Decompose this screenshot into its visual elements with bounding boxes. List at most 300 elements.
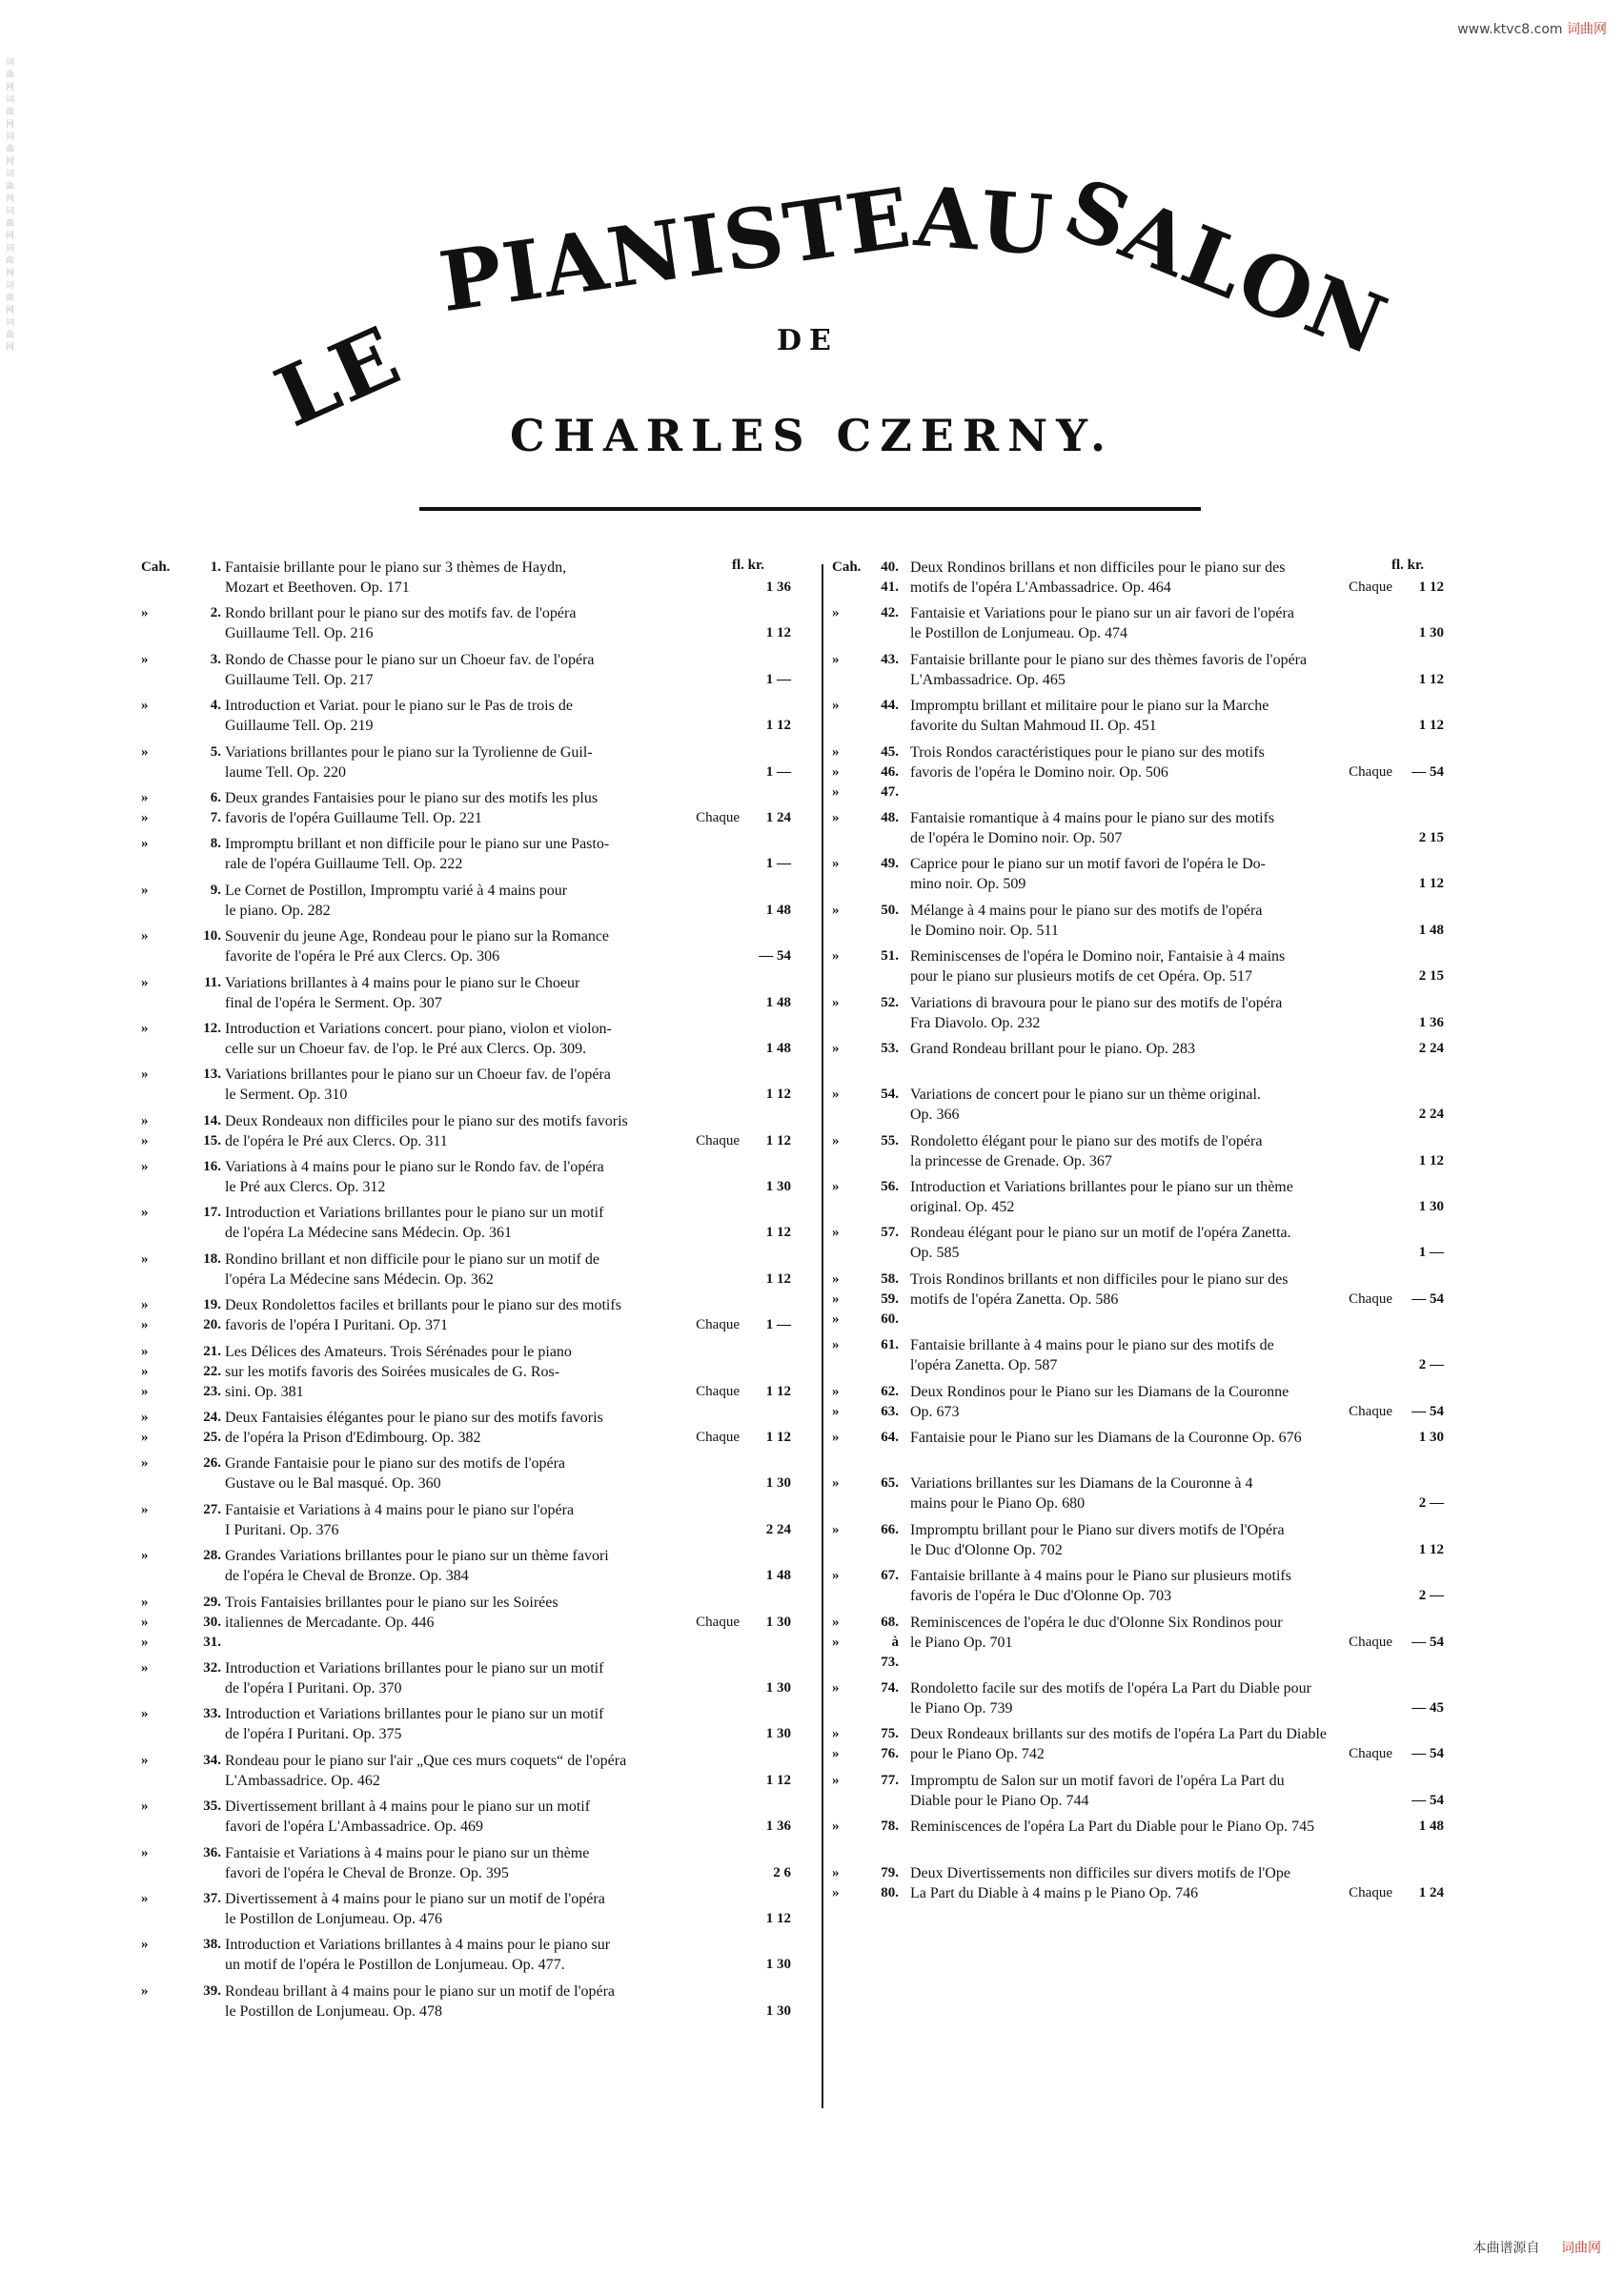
entry-price: — 54 xyxy=(1411,763,1444,780)
catalogue-entry xyxy=(834,1335,1444,1380)
entry-title: Deux grandes Fantaisies pour le piano sur des motifs les plus favoris de l'opéra Guillaume Tell. Op. 221 xyxy=(225,789,599,826)
entry-title: Rondoletto élégant pour le piano sur des motifs de l'opéra la princesse de Grenade. Op. 367 xyxy=(910,1132,1263,1169)
entry-price: 1 12 xyxy=(765,1772,791,1788)
entry-price: 1 — xyxy=(765,1317,791,1333)
catalogue-entry xyxy=(143,1797,791,1841)
catalogue-entry xyxy=(834,1177,1444,1222)
catalogue-entry xyxy=(143,1500,791,1545)
entry-price: 1 12 xyxy=(765,1910,791,1926)
entry-title: Rondeau pour le piano sur l'air „Que ces murs coquets“ de l'opéra L'Ambassadrice. Op. 462 xyxy=(225,1752,627,1789)
entry-number: 27. xyxy=(203,1501,221,1517)
entry-cahier-mark: » xyxy=(141,1067,149,1083)
entry-title: Deux Rondinos pour le Piano sur les Diamans de la Couronne Op. 673 xyxy=(910,1383,1289,1420)
catalogue-entry xyxy=(143,1658,791,1703)
entry-title: Divertissement à 4 mains pour le piano sur un motif de l'opéra le Postillon de Lonjumeau. Op. 476 xyxy=(225,1890,605,1927)
entry-price: 2 6 xyxy=(773,1864,791,1880)
entry-cahier-mark: Cah. xyxy=(832,559,862,575)
entry-number: 29. 30. 31. xyxy=(203,1594,221,1650)
catalogue-entry xyxy=(834,993,1444,1038)
entry-price: — 54 xyxy=(759,948,791,965)
entry-number: 49. xyxy=(881,856,899,872)
entry-price: 1 12 xyxy=(1418,876,1444,892)
entry-price: — 54 xyxy=(1411,1403,1444,1419)
entry-price: 1 48 xyxy=(765,1568,791,1584)
entry-price: 1 12 xyxy=(1418,1152,1444,1168)
site-url[interactable]: www.ktvc8.com xyxy=(1457,22,1563,37)
catalogue-entry xyxy=(834,1085,1444,1129)
left-column xyxy=(143,558,791,2027)
entry-number: 28. xyxy=(203,1548,221,1564)
entry-number: 24. 25. xyxy=(203,1410,221,1446)
entry-title: Trois Rondinos brillants et non difficiles pour le piano sur des motifs de l'opéra Zanetta. Op. 586 xyxy=(910,1270,1289,1308)
title-word-salon: SALON xyxy=(1051,159,1400,376)
catalogue-entry xyxy=(143,1342,791,1407)
catalogue-entry xyxy=(143,742,791,787)
entry-title: Rondoletto facile sur des motifs de l'opéra La Part du Diable pour le Piano Op. 739 xyxy=(910,1679,1311,1717)
entry-cahier-mark: » xyxy=(832,1679,840,1696)
entry-title: Fantaisie brillante à 4 mains pour le Piano sur plusieurs motifs favoris de l'opéra le Duc d'Olonne Op. 703 xyxy=(910,1568,1291,1605)
entry-title: Le Cornet de Postillon, Impromptu varié à 4 mains pour le piano. Op. 282 xyxy=(225,882,568,919)
entry-chaque-label: Chaque xyxy=(1349,1634,1392,1650)
catalogue-entry xyxy=(143,650,791,695)
entry-number: 35. xyxy=(203,1798,221,1815)
entry-number: 44. xyxy=(881,698,899,714)
entry-price: 1 12 xyxy=(765,625,791,641)
catalogue-entry xyxy=(834,1566,1444,1611)
footer xyxy=(1473,2238,1601,2257)
entry-price: 1 12 xyxy=(765,718,791,734)
entry-chaque-label: Chaque xyxy=(696,1317,740,1333)
catalogue-entry xyxy=(834,1428,1444,1473)
entry-number: 12. xyxy=(203,1020,221,1036)
entry-cahier-mark: » xyxy=(141,882,149,898)
entry-number: 75. 76. xyxy=(881,1726,899,1762)
catalogue-entry xyxy=(834,1613,1444,1677)
entry-price: 1 12 xyxy=(1418,718,1444,734)
entry-cahier-mark: » xyxy=(141,836,149,852)
entry-price: 1 12 xyxy=(765,1430,791,1446)
entry-price: 1 36 xyxy=(765,1819,791,1835)
catalogue-entry xyxy=(143,558,791,602)
entry-cahier-mark: » » » xyxy=(141,1343,149,1399)
entry-number: 68. à 73. xyxy=(881,1614,899,1670)
entry-title: Introduction et Variations brillantes pour le piano sur un motif de l'opéra I Puritani. Op. 370 xyxy=(225,1659,604,1697)
price-header: fl. kr. xyxy=(1391,558,1425,573)
entry-price: 1 12 xyxy=(1418,1541,1444,1557)
entry-cahier-mark: » xyxy=(141,974,149,990)
entry-title: Rondeau élégant pour le piano sur un motif de l'opéra Zanetta. Op. 585 xyxy=(910,1225,1291,1262)
entry-price: 1 30 xyxy=(765,1957,791,1973)
entry-cahier-mark: » xyxy=(832,1819,840,1835)
entry-title: Caprice pour le piano sur un motif favori de l'opéra le Do- mino noir. Op. 509 xyxy=(910,856,1266,893)
entry-price: 2 — xyxy=(1418,1495,1444,1512)
title-word-au: AU xyxy=(911,169,1058,274)
entry-number: 18. xyxy=(203,1250,221,1267)
entry-title: Grandes Variations brillantes pour le piano sur un thème favori de l'opéra le Cheval de Bronze. Op. 384 xyxy=(225,1548,609,1585)
entry-title: Rondo brillant pour le piano sur des motifs fav. de l'opéra Guillaume Tell. Op. 216 xyxy=(225,605,577,642)
column-divider xyxy=(822,564,823,2108)
entry-cahier-mark: » xyxy=(141,698,149,714)
entry-number: 37. xyxy=(203,1890,221,1906)
entry-cahier-mark: » xyxy=(832,994,840,1010)
entry-number: 34. xyxy=(203,1752,221,1768)
entry-cahier-mark: » xyxy=(141,743,149,760)
entry-price: 1 12 xyxy=(1418,671,1444,687)
entry-number: 64. xyxy=(881,1430,899,1446)
entry-price: 1 30 xyxy=(1418,1430,1444,1446)
catalogue-entry xyxy=(143,1111,791,1156)
entry-price: 1 30 xyxy=(765,1475,791,1492)
entry-number: 62. 63. xyxy=(881,1383,899,1419)
entry-cahier-mark: » xyxy=(832,1225,840,1241)
footer-source: 本曲谱源自 xyxy=(1472,2241,1540,2256)
entry-cahier-mark: » xyxy=(832,948,840,965)
catalogue-entry xyxy=(834,808,1444,853)
entry-cahier-mark: » » » xyxy=(832,743,840,800)
entry-price: 1 12 xyxy=(765,1270,791,1287)
entry-number: 19. 20. xyxy=(203,1297,221,1333)
entry-price: 1 — xyxy=(765,671,791,687)
entry-number: 32. xyxy=(203,1659,221,1676)
entry-number: 67. xyxy=(881,1568,899,1584)
entry-number: 45. 46. 47. xyxy=(881,743,899,800)
entry-price: 1 24 xyxy=(1418,1884,1444,1900)
entry-number: 51. xyxy=(881,948,899,965)
entry-price: 1 36 xyxy=(1418,1014,1444,1030)
entry-title: Introduction et Variat. pour le piano sur le Pas de trois de Guillaume Tell. Op. 219 xyxy=(225,698,573,735)
entry-number: 17. xyxy=(203,1205,221,1221)
catalogue-entry xyxy=(143,1889,791,1934)
catalogue-entry xyxy=(834,1520,1444,1565)
entry-cahier-mark: » xyxy=(141,1250,149,1267)
entry-cahier-mark: » xyxy=(141,1501,149,1517)
entry-title: Fantaisie romantique à 4 mains pour le piano sur des motifs de l'opéra le Domino noir. Op. 507 xyxy=(910,809,1275,846)
entry-cahier-mark: » » xyxy=(141,1112,149,1148)
entry-cahier-mark: » xyxy=(832,1337,840,1353)
entry-number: 74. xyxy=(881,1679,899,1696)
entry-cahier-mark: » xyxy=(141,1890,149,1906)
entry-number: 5. xyxy=(210,743,221,760)
entry-cahier-mark: » xyxy=(832,1521,840,1537)
entry-cahier-mark: » » » xyxy=(141,1594,149,1650)
entry-number: 1. xyxy=(210,559,221,575)
entry-number: 65. xyxy=(881,1475,899,1492)
entry-title: Fantaisie et Variations à 4 mains pour le piano sur l'opéra I Puritani. Op. 376 xyxy=(225,1501,575,1538)
entry-title: Fantaisie et Variations pour le piano sur un air favori de l'opéra le Postillon de Lonjumeau. Op. 474 xyxy=(910,605,1294,642)
entry-price: 1 30 xyxy=(765,1726,791,1742)
entry-number: 4. xyxy=(210,698,221,714)
title-word-le: LE xyxy=(262,307,415,447)
entry-number: 42. xyxy=(881,605,899,621)
catalogue-entry xyxy=(834,650,1444,695)
entry-chaque-label: Chaque xyxy=(1349,1290,1392,1307)
catalogue-entry xyxy=(143,1157,791,1202)
entry-title: Variations brillantes pour le piano sur un Choeur fav. de l'opéra le Serment. Op. 310 xyxy=(225,1067,611,1104)
catalogue-entry xyxy=(143,1981,791,2026)
entry-cahier-mark: » xyxy=(832,651,840,667)
title-rule xyxy=(419,507,1201,511)
entry-cahier-mark: » xyxy=(141,651,149,667)
entry-chaque-label: Chaque xyxy=(1349,763,1392,780)
right-column xyxy=(834,558,1444,1909)
entry-price: — 54 xyxy=(1411,1290,1444,1307)
entry-title: Fantaisie brillante pour le piano sur 3 thèmes de Haydn, Mozart et Beethoven. Op. 171 xyxy=(225,559,567,596)
entry-cahier-mark: » » xyxy=(141,789,149,825)
entry-chaque-label: Chaque xyxy=(696,1430,740,1446)
catalogue-entry xyxy=(834,1131,1444,1176)
entry-cahier-mark: » xyxy=(832,1772,840,1788)
entry-cahier-mark: » xyxy=(832,1179,840,1195)
entry-title: Impromptu brillant et militaire pour le piano sur la Marche favorite du Sultan Mahmoud II. Op. 451 xyxy=(910,698,1269,735)
entry-price: 1 12 xyxy=(765,1132,791,1148)
entry-title: Deux Rondeaux non difficiles pour le piano sur des motifs favoris de l'opéra le Pré aux Clercs. Op. 311 xyxy=(225,1112,628,1149)
entry-cahier-mark: Cah. xyxy=(141,559,171,575)
entry-price: 1 36 xyxy=(765,579,791,595)
entry-chaque-label: Chaque xyxy=(1349,1746,1392,1762)
catalogue-entry xyxy=(143,834,791,879)
catalogue-entry xyxy=(143,1704,791,1749)
entry-price: 1 12 xyxy=(765,1087,791,1103)
entry-number: 3. xyxy=(210,651,221,667)
footer-brand: 词曲网 xyxy=(1561,2241,1601,2256)
entry-number: 77. xyxy=(881,1772,899,1788)
entry-cahier-mark: » xyxy=(141,1706,149,1722)
entry-price: 1 — xyxy=(765,763,791,780)
entry-cahier-mark: » xyxy=(141,1937,149,1953)
entry-number: 10. xyxy=(203,928,221,945)
entry-number: 53. xyxy=(881,1040,899,1056)
title-de: DE xyxy=(777,324,839,357)
entry-chaque-label: Chaque xyxy=(696,1132,740,1148)
entry-cahier-mark: » xyxy=(832,1132,840,1148)
entry-cahier-mark: » » xyxy=(832,1383,840,1419)
entry-cahier-mark: » xyxy=(141,1020,149,1036)
entry-number: 14. 15. xyxy=(203,1112,221,1148)
entry-number: 6. 7. xyxy=(210,789,221,825)
entry-cahier-mark: » » xyxy=(141,1297,149,1333)
entry-cahier-mark: » xyxy=(832,856,840,872)
catalogue-entry xyxy=(143,1295,791,1340)
entry-number: 61. xyxy=(881,1337,899,1353)
entry-cahier-mark: » xyxy=(832,1430,840,1446)
entry-chaque-label: Chaque xyxy=(1349,579,1392,595)
entry-number: 11. xyxy=(204,974,221,990)
entry-number: 2. xyxy=(210,605,221,621)
entry-number: 40. 41. xyxy=(881,559,899,595)
entry-price: 1 24 xyxy=(765,809,791,825)
entry-chaque-label: Chaque xyxy=(1349,1884,1392,1900)
entry-number: 21. 22. 23. xyxy=(203,1343,221,1399)
entry-number: 57. xyxy=(881,1225,899,1241)
entry-cahier-mark: » xyxy=(141,1159,149,1175)
entry-title: Reminiscences de l'opéra La Part du Diable pour le Piano Op. 745 xyxy=(910,1819,1315,1836)
entry-number: 52. xyxy=(881,994,899,1010)
catalogue-entry xyxy=(834,1039,1444,1084)
entry-price: — 45 xyxy=(1411,1699,1444,1716)
entry-price: 1 — xyxy=(765,856,791,872)
entry-cahier-mark: » xyxy=(832,605,840,621)
site-header xyxy=(1457,19,1607,38)
entry-title: Reminiscenses de l'opéra le Domino noir, Fantaisie à 4 mains pour le piano sur plusieurs motifs de cet Opéra. Op. 517 xyxy=(910,948,1286,986)
entry-cahier-mark: » » » xyxy=(832,1270,840,1327)
entry-number: 54. xyxy=(881,1087,899,1103)
composer-name: CHARLES CZERNY. xyxy=(509,410,1115,461)
entry-cahier-mark: » xyxy=(141,1205,149,1221)
catalogue-entry xyxy=(143,926,791,971)
entry-title: Deux Fantaisies élégantes pour le piano sur des motifs favoris de l'opéra la Prison d'Edimbourg. Op. 382 xyxy=(225,1410,603,1447)
entry-chaque-label: Chaque xyxy=(696,1383,740,1399)
entry-price: 1 12 xyxy=(765,1383,791,1399)
entry-title: Introduction et Variations concert. pour piano, violon et violon- celle sur un Choeur fav. de l'op. le Pré aux Clercs. Op. 309. xyxy=(225,1020,612,1057)
entry-title: Deux Rondeaux brillants sur des motifs de l'opéra La Part du Diable pour le Piano Op. 742 xyxy=(910,1726,1327,1763)
catalogue-entry xyxy=(834,1473,1444,1518)
catalogue-entry xyxy=(143,1751,791,1796)
entry-price: — 54 xyxy=(1411,1746,1444,1762)
entry-cahier-mark: » xyxy=(832,1475,840,1492)
catalogue-entry xyxy=(143,696,791,741)
entry-number: 56. xyxy=(881,1179,899,1195)
catalogue-entry xyxy=(143,1019,791,1064)
entry-number: 38. xyxy=(203,1937,221,1953)
entry-number: 13. xyxy=(203,1067,221,1083)
catalogue-entry xyxy=(143,603,791,648)
entry-cahier-mark: » xyxy=(832,1087,840,1103)
entry-cahier-mark: » xyxy=(141,1798,149,1815)
entry-price: 1 30 xyxy=(765,2002,791,2019)
entry-title: Introduction et Variations brillantes pour le piano sur un motif de l'opéra I Puritani. Op. 375 xyxy=(225,1706,604,1743)
entry-title: Trois Rondos caractéristiques pour le piano sur des motifs favoris de l'opéra le Domino noir. Op. 506 xyxy=(910,743,1265,781)
entry-price: 1 30 xyxy=(1418,625,1444,641)
price-header: fl. kr. xyxy=(732,558,765,573)
catalogue-entry xyxy=(834,1382,1444,1427)
entry-title: Reminiscences de l'opéra le duc d'Olonne Six Rondinos pour le Piano Op. 701 xyxy=(910,1614,1283,1651)
entry-cahier-mark: » xyxy=(141,1844,149,1860)
entry-title: Introduction et Variations brillantes pour le piano sur un motif de l'opéra La Médecine sans Médecin. Op. 361 xyxy=(225,1205,604,1242)
catalogue-entry xyxy=(143,1453,791,1498)
catalogue-entry xyxy=(834,1817,1444,1861)
entry-cahier-mark: » xyxy=(832,809,840,825)
entry-price: 1 48 xyxy=(765,1040,791,1056)
entry-title: Variations brillantes pour le piano sur la Tyrolienne de Guil- laume Tell. Op. 220 xyxy=(225,743,593,781)
entry-price: 2 24 xyxy=(1418,1040,1444,1056)
entry-price: 1 — xyxy=(1418,1245,1444,1261)
entry-title: Variations di bravoura pour le piano sur des motifs de l'opéra Fra Diavolo. Op. 232 xyxy=(910,994,1283,1031)
entry-cahier-mark: » xyxy=(141,1455,149,1472)
entry-title: Fantaisie pour le Piano sur les Diamans de la Couronne Op. 676 xyxy=(910,1430,1302,1447)
entry-title: Souvenir du jeune Age, Rondeau pour le piano sur la Romance favorite de l'opéra le Pré aux Clercs. Op. 306 xyxy=(225,928,610,965)
entry-title: Grand Rondeau brillant pour le piano. Op. 283 xyxy=(910,1040,1196,1057)
entry-title: Fantaisie et Variations à 4 mains pour le piano sur un thème favori de l'opéra le Cheval de Bronze. Op. 395 xyxy=(225,1844,590,1881)
entry-price: — 54 xyxy=(1411,1634,1444,1650)
catalogue-entry xyxy=(834,696,1444,741)
entry-title: Impromptu brillant pour le Piano sur divers motifs de l'Opéra le Duc d'Olonne Op. 702 xyxy=(910,1521,1285,1558)
entry-cahier-mark: » xyxy=(141,605,149,621)
entry-title: Deux Divertissements non difficiles sur divers motifs de l'Ope La Part du Diable à 4 mains p le Piano Op. 746 xyxy=(910,1864,1290,1901)
catalogue-entry xyxy=(143,1065,791,1109)
entry-number: 36. xyxy=(203,1844,221,1860)
entry-title: Rondino brillant et non difficile pour le piano sur un motif de l'opéra La Médecine sans Médecin. Op. 362 xyxy=(225,1250,599,1288)
entry-title: Rondo de Chasse pour le piano sur un Choeur fav. de l'opéra Guillaume Tell. Op. 217 xyxy=(225,651,595,688)
entry-cahier-mark: » » xyxy=(141,1410,149,1446)
catalogue-entry xyxy=(834,1771,1444,1816)
entry-cahier-mark: » xyxy=(832,698,840,714)
entry-title: Les Délices des Amateurs. Trois Sérénades pour le piano sur les motifs favoris des Soirées musicales de G. Ros- sini. Op. 381 xyxy=(225,1343,572,1400)
entry-title: Rondeau brillant à 4 mains pour le piano sur un motif de l'opéra le Postillon de Lonjumeau. Op. 478 xyxy=(225,1982,616,2020)
entry-number: 39. xyxy=(203,1982,221,1999)
entry-title: Deux Rondinos brillans et non difficiles pour le piano sur des motifs de l'opéra L'Ambassadrice. Op. 464 xyxy=(910,559,1286,596)
entry-title: Mélange à 4 mains pour le piano sur des motifs de l'opéra le Domino noir. Op. 511 xyxy=(910,902,1263,939)
entry-cahier-mark: » xyxy=(141,1982,149,1999)
entry-cahier-mark: » xyxy=(141,1752,149,1768)
entry-price: 2 — xyxy=(1418,1357,1444,1373)
catalogue-entry xyxy=(143,1203,791,1248)
catalogue-entry xyxy=(834,1724,1444,1769)
entry-cahier-mark: » xyxy=(832,1040,840,1056)
catalogue-entry xyxy=(834,854,1444,899)
entry-cahier-mark: » xyxy=(141,928,149,945)
entry-number: 58. 59. 60. xyxy=(881,1270,899,1327)
entry-number: 50. xyxy=(881,902,899,918)
catalogue-entry xyxy=(143,1935,791,1980)
entry-title: Variations brillantes sur les Diamans de la Couronne à 4 mains pour le Piano Op. 680 xyxy=(910,1475,1253,1513)
entry-price: 2 24 xyxy=(765,1521,791,1537)
catalogue-entry xyxy=(834,1863,1444,1908)
entry-cahier-mark: » » xyxy=(832,1864,840,1900)
entry-chaque-label: Chaque xyxy=(696,809,740,825)
entry-cahier-mark: » » xyxy=(832,1726,840,1762)
entry-title: Impromptu de Salon sur un motif favori de l'opéra La Part du Diable pour le Piano Op. 744 xyxy=(910,1772,1285,1809)
catalogue-entry xyxy=(143,1593,791,1657)
entry-number: 78. xyxy=(881,1819,899,1835)
catalogue-entry xyxy=(834,901,1444,945)
entry-title: Trois Fantaisies brillantes pour le piano sur les Soirées italiennes de Mercadante. Op. 446 xyxy=(225,1594,558,1631)
entry-price: 1 30 xyxy=(765,1179,791,1195)
entry-price: 1 48 xyxy=(1418,922,1444,938)
catalogue-entry xyxy=(143,1843,791,1888)
entry-price: 2 15 xyxy=(1418,829,1444,845)
catalogue-entry xyxy=(834,1270,1444,1334)
entry-number: 79. 80. xyxy=(881,1864,899,1900)
entry-number: 33. xyxy=(203,1706,221,1722)
catalogue-entry xyxy=(834,946,1444,991)
entry-chaque-label: Chaque xyxy=(1349,1403,1392,1419)
entry-title: Deux Rondolettos faciles et brillants pour le piano sur des motifs favoris de l'opéra I Puritani. Op. 371 xyxy=(225,1297,621,1334)
catalogue-entry xyxy=(834,1678,1444,1723)
entry-cahier-mark: » xyxy=(141,1548,149,1564)
catalogue-entry xyxy=(834,603,1444,648)
entry-cahier-mark: » xyxy=(141,1659,149,1676)
entry-title: Variations de concert pour le piano sur un thème original. Op. 366 xyxy=(910,1087,1261,1124)
entry-number: 9. xyxy=(210,882,221,898)
title-word-pianiste: PIANISTE xyxy=(434,169,918,332)
entry-price: 2 15 xyxy=(1418,968,1444,985)
entry-cahier-mark: » » xyxy=(832,1614,840,1650)
entry-price: 2 — xyxy=(1418,1588,1444,1604)
entry-title: Fantaisie brillante pour le piano sur des thèmes favoris de l'opéra L'Ambassadrice. Op. 465 xyxy=(910,651,1308,688)
catalogue-entry xyxy=(143,973,791,1018)
catalogue-entry xyxy=(834,742,1444,807)
entry-price: 1 48 xyxy=(765,902,791,918)
entry-title: Impromptu brillant et non difficile pour le piano sur une Pasto- rale de l'opéra Guillaume Tell. Op. 222 xyxy=(225,836,610,873)
side-watermark: 词曲网词曲网词曲网词曲网词曲网词曲网词曲网词曲网 xyxy=(6,58,15,353)
entry-title: Introduction et Variations brillantes à 4 mains pour le piano sur un motif de l'opéra le Postillon de Lonjumeau. Op. 477. xyxy=(225,1937,611,1974)
entry-title: Variations brillantes à 4 mains pour le piano sur le Choeur final de l'opéra le Serment. Op. 307 xyxy=(225,974,580,1011)
entry-price: 1 12 xyxy=(765,1225,791,1241)
entry-number: 43. xyxy=(881,651,899,667)
entry-price: 1 12 xyxy=(1418,579,1444,595)
catalogue-entry xyxy=(143,881,791,925)
catalogue-entry xyxy=(834,558,1444,602)
